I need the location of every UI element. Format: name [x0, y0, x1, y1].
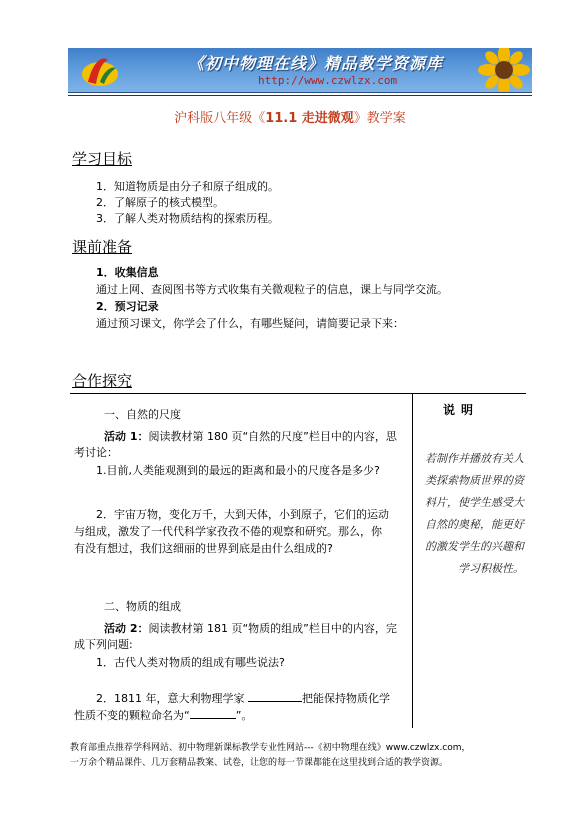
activity2-line1: 活动 2：阅读教材第 181 页“物质的组成”栏目中的内容，完	[104, 622, 397, 635]
goal-item: 2．了解原子的核式模型。	[96, 196, 224, 209]
footer-line2: 一万余个精品课件、几万套精品教案、试卷，让您的每一节课都能在这里找到合适的教学资源。	[70, 758, 449, 768]
fill-blank-scientist	[248, 691, 302, 702]
header-banner	[68, 48, 532, 93]
prep-text-collect: 通过上网、查阅图书等方式收集有关微观粒子的信息，课上与同学交流。	[96, 283, 448, 296]
page-title: 沪科版八年级《11.1 走进微观》教学案	[174, 111, 406, 126]
section-heading-explore: 合作探究	[72, 372, 133, 390]
sunflower-icon	[470, 48, 530, 93]
question-2-line2: 与组成，激发了一代代科学家孜孜不倦的观察和研究。那么，你	[74, 525, 382, 538]
question-2-line3: 有没有想过，我们这细丽的世界到底是由什么组成的?	[74, 542, 333, 555]
question-3: 1．古代人类对物质的组成有哪些说法?	[96, 656, 285, 669]
section-heading-prep: 课前准备	[72, 238, 133, 256]
header-divider	[68, 95, 532, 96]
side-note: 若制作并播放有关人类探索物质世界的资料片，使学生感受大自然的奥秘，能更好的激发学生的兴趣和学习积极性。	[425, 452, 524, 575]
question-1: 1.目前,人类能观测到的最远的距离和最小的尺度各是多少?	[96, 464, 380, 477]
part1-title: 一、自然的尺度	[104, 408, 181, 421]
section-heading-goals: 学习目标	[72, 150, 133, 168]
prep-text-preview: 通过预习课文，你学会了什么，有哪些疑问，请简要记录下来：	[96, 317, 404, 330]
question-2-line1: 2．宇宙万物，变化万千，大到天体，小到原子，它们的运动	[96, 508, 389, 521]
fill-blank-particle	[190, 708, 236, 719]
banner-url[interactable]: http://www.czwlzx.com	[258, 74, 398, 87]
part2-title: 二、物质的组成	[104, 600, 181, 613]
activity1-line2: 考讨论：	[74, 446, 118, 459]
side-heading: 说明	[443, 403, 480, 417]
activity2-line2: 成下列问题:	[74, 638, 133, 651]
prep-subtitle-preview: 2．预习记录	[96, 300, 159, 313]
activity1-line1: 活动 1：阅读教材第 180 页“自然的尺度”栏目中的内容，思	[104, 430, 397, 443]
footer-line1: 教育部重点推荐学科网站、初中物理新课标教学专业性网站---《初中物理在线》www.czwlzx.com，	[70, 743, 471, 753]
banner-title: 《初中物理在线》精品教学资源库	[188, 54, 444, 73]
column-divider	[412, 393, 413, 728]
goal-item: 1．知道物质是由分子和原子组成的。	[96, 180, 279, 193]
site-logo	[78, 52, 122, 90]
prep-subtitle-collect: 1．收集信息	[96, 266, 159, 279]
question-4-line1: 2．1811 年，意大利物理学家 把能保持物质化学	[96, 692, 390, 705]
question-4-line2: 性质不变的颗粒命名为“ ”。	[74, 709, 253, 722]
goal-item: 3．了解人类对物质结构的探索历程。	[96, 212, 279, 225]
